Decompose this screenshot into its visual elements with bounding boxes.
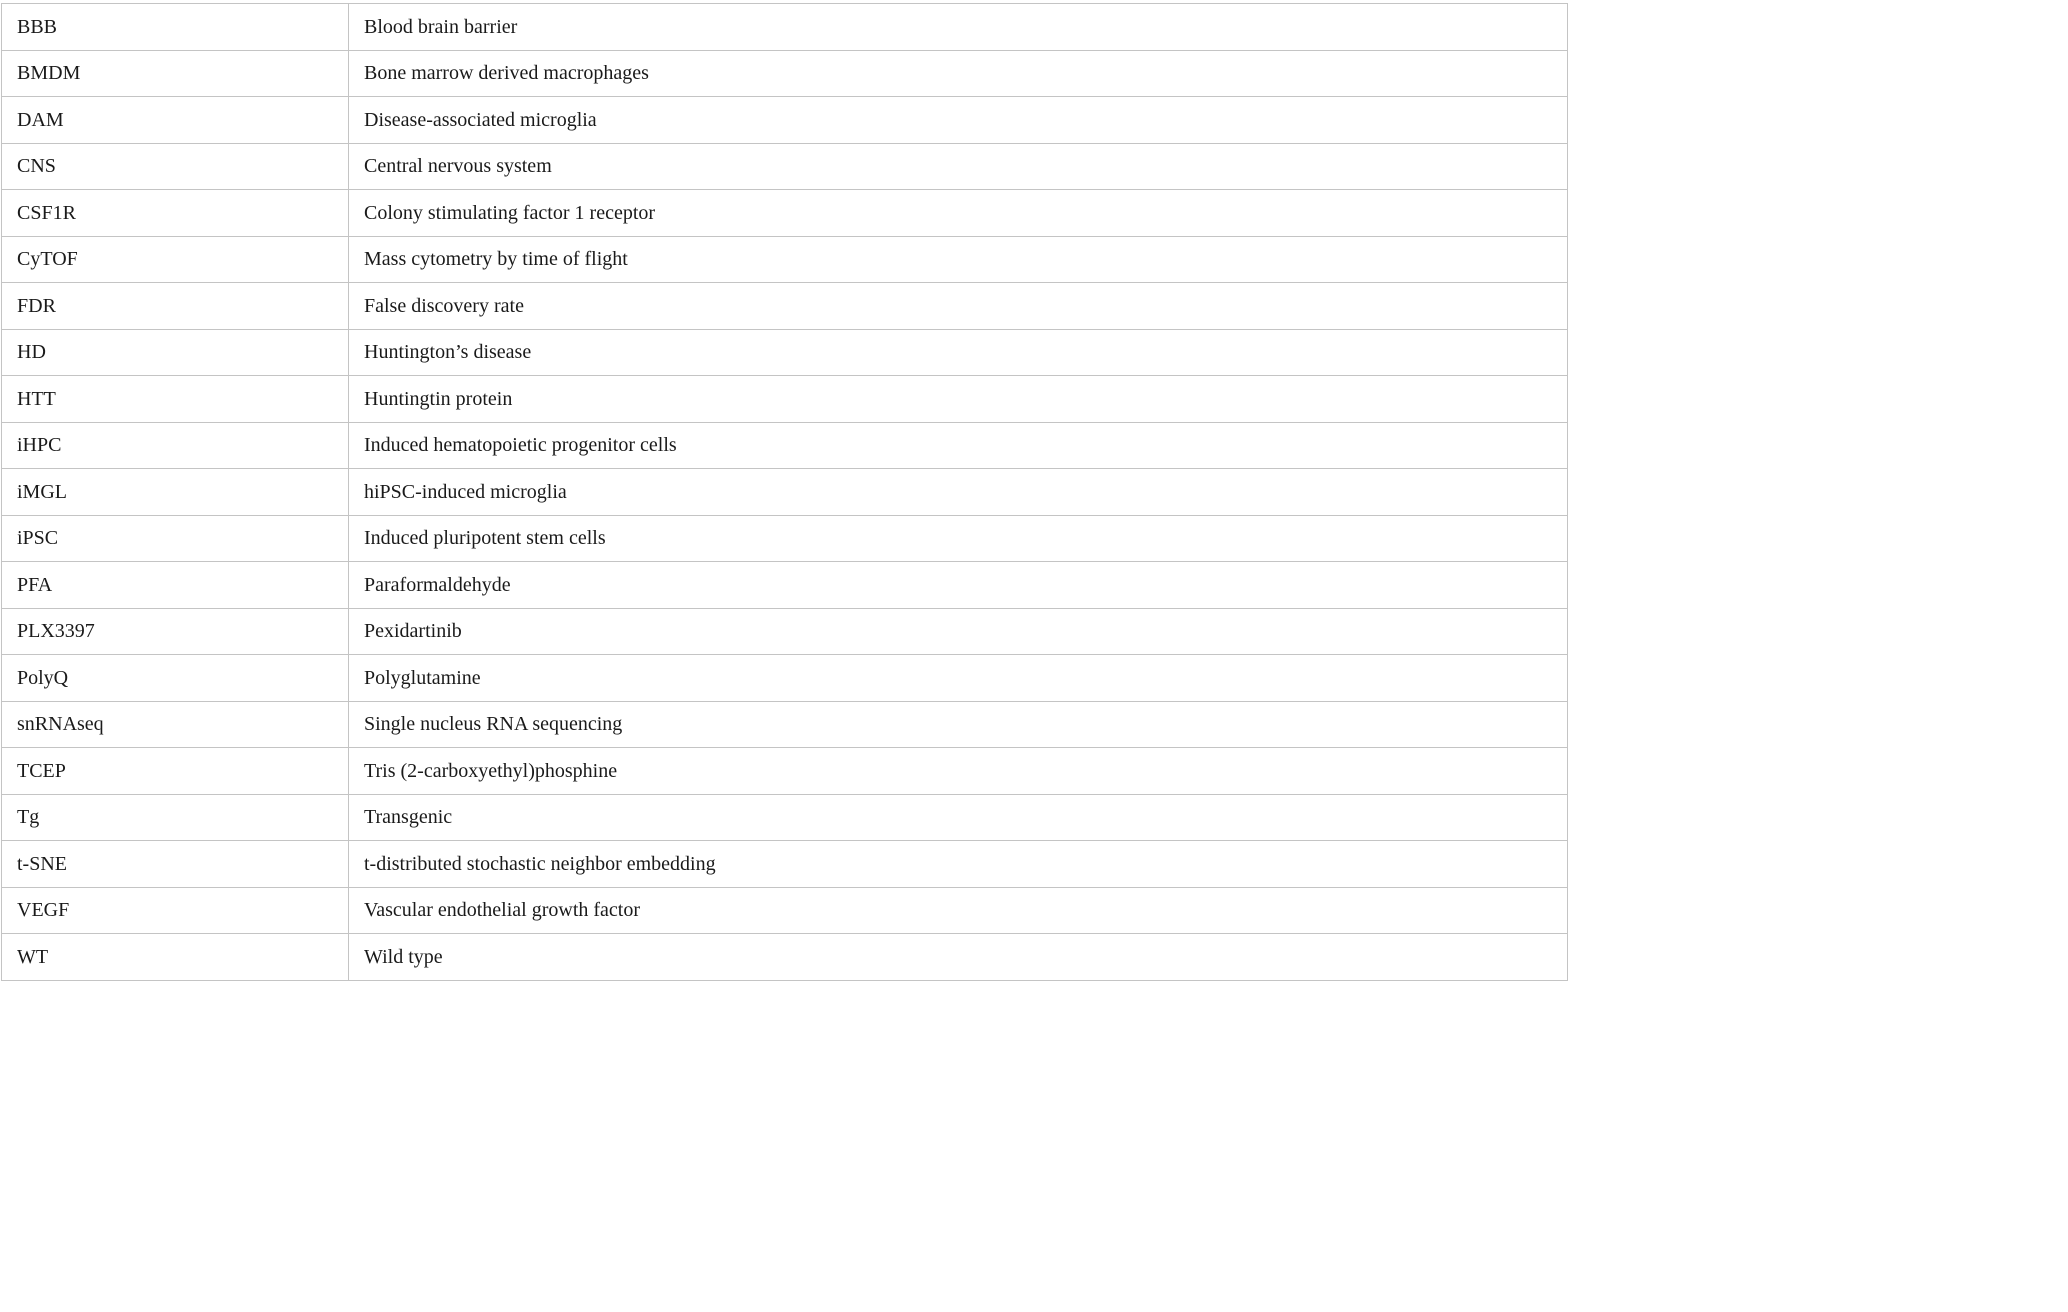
table-row <box>2 236 1568 283</box>
table-row <box>2 794 1568 841</box>
abbreviation-cell: Tg <box>2 794 349 841</box>
abbreviations-table-body <box>2 4 1568 981</box>
abbreviation-cell: iHPC <box>2 422 349 469</box>
definition-cell: Transgenic <box>349 794 1568 841</box>
table-row <box>2 562 1568 609</box>
definition-cell: False discovery rate <box>349 283 1568 330</box>
definition-cell: Huntingtin protein <box>349 376 1568 423</box>
definition-cell: Pexidartinib <box>349 608 1568 655</box>
definition-cell: Polyglutamine <box>349 655 1568 702</box>
abbreviation-cell: BBB <box>2 4 349 51</box>
definition-cell: Huntington’s disease <box>349 329 1568 376</box>
table-row <box>2 701 1568 748</box>
table-row <box>2 887 1568 934</box>
table-row <box>2 143 1568 190</box>
table-row <box>2 655 1568 702</box>
abbreviation-cell: FDR <box>2 283 349 330</box>
abbreviations-table <box>1 3 1568 981</box>
table-row <box>2 515 1568 562</box>
abbreviation-cell: HD <box>2 329 349 376</box>
table-row <box>2 329 1568 376</box>
definition-cell: Colony stimulating factor 1 receptor <box>349 190 1568 237</box>
definition-cell: Paraformaldehyde <box>349 562 1568 609</box>
abbreviation-cell: HTT <box>2 376 349 423</box>
definition-cell: Single nucleus RNA sequencing <box>349 701 1568 748</box>
abbreviation-cell: DAM <box>2 97 349 144</box>
table-row <box>2 422 1568 469</box>
definition-cell: hiPSC-induced microglia <box>349 469 1568 516</box>
table-row <box>2 50 1568 97</box>
abbreviation-cell: snRNAseq <box>2 701 349 748</box>
abbreviation-cell: CyTOF <box>2 236 349 283</box>
definition-cell: Central nervous system <box>349 143 1568 190</box>
abbreviation-cell: PLX3397 <box>2 608 349 655</box>
definition-cell: t-distributed stochastic neighbor embedding <box>349 841 1568 888</box>
definition-cell: Vascular endothelial growth factor <box>349 887 1568 934</box>
abbreviation-cell: PolyQ <box>2 655 349 702</box>
definition-cell: Induced hematopoietic progenitor cells <box>349 422 1568 469</box>
abbreviation-cell: CSF1R <box>2 190 349 237</box>
abbreviation-cell: iPSC <box>2 515 349 562</box>
abbreviation-cell: PFA <box>2 562 349 609</box>
abbreviation-cell: WT <box>2 934 349 981</box>
definition-cell: Blood brain barrier <box>349 4 1568 51</box>
definition-cell: Induced pluripotent stem cells <box>349 515 1568 562</box>
table-row <box>2 469 1568 516</box>
table-row <box>2 190 1568 237</box>
abbreviation-cell: CNS <box>2 143 349 190</box>
abbreviation-cell: VEGF <box>2 887 349 934</box>
table-row <box>2 748 1568 795</box>
table-row <box>2 4 1568 51</box>
abbreviation-cell: iMGL <box>2 469 349 516</box>
definition-cell: Disease-associated microglia <box>349 97 1568 144</box>
table-row <box>2 841 1568 888</box>
abbreviation-cell: t-SNE <box>2 841 349 888</box>
table-row <box>2 608 1568 655</box>
definition-cell: Mass cytometry by time of flight <box>349 236 1568 283</box>
table-row <box>2 97 1568 144</box>
definition-cell: Bone marrow derived macrophages <box>349 50 1568 97</box>
abbreviation-cell: BMDM <box>2 50 349 97</box>
definition-cell: Wild type <box>349 934 1568 981</box>
table-row <box>2 283 1568 330</box>
table-row <box>2 376 1568 423</box>
abbreviation-cell: TCEP <box>2 748 349 795</box>
definition-cell: Tris (2-carboxyethyl)phosphine <box>349 748 1568 795</box>
table-row <box>2 934 1568 981</box>
